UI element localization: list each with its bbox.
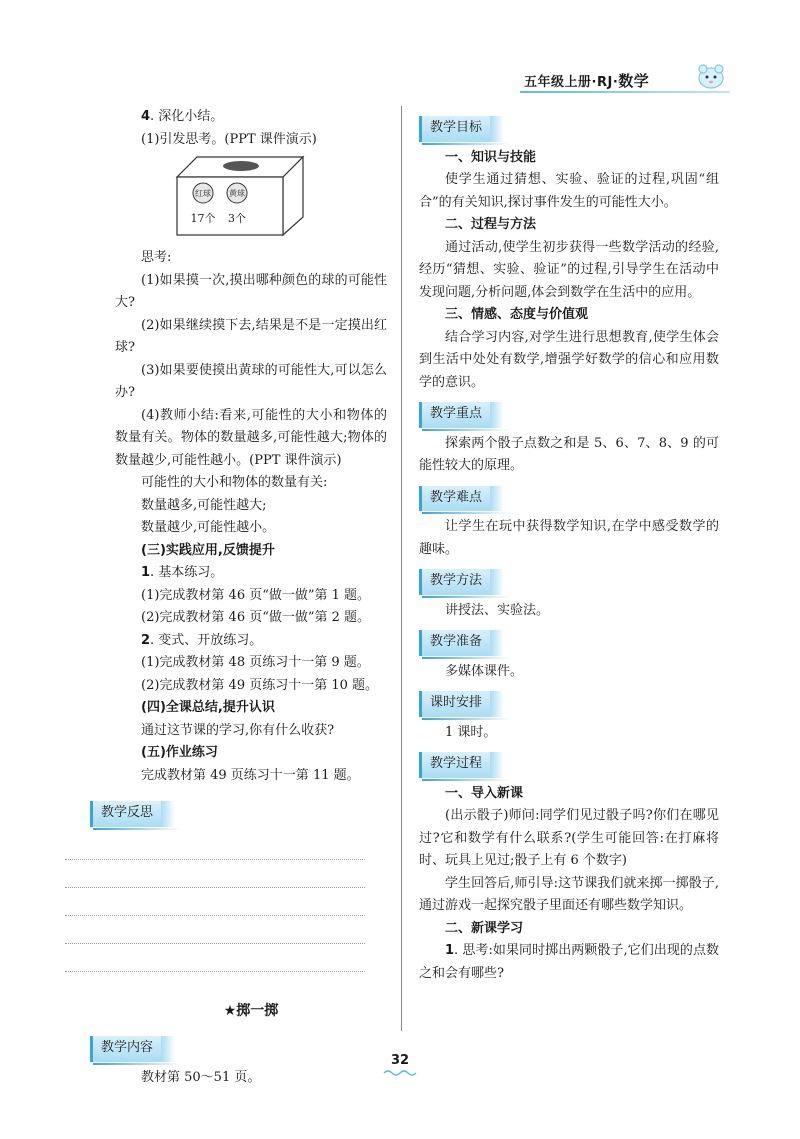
process-2-text: 1. 思考:如果同时掷出两颗骰子,它们出现的点数之和会有哪些? xyxy=(419,943,719,981)
practice-2a: (1)完成教材第 48 页练习十一第 9 题。 xyxy=(141,655,370,670)
column-divider xyxy=(401,106,402,1031)
key-point-text: 探索两个骰子点数之和是 5、6、7、8、9 的可能性较大的原理。 xyxy=(419,435,719,473)
header-sep: · xyxy=(591,75,597,90)
reflection-line[interactable] xyxy=(65,944,365,972)
header-edition: RJ xyxy=(596,75,613,90)
goal-2-text: 通过活动,使学生初步获得一些数学活动的经验,经历“猜想、实验、验证”的过程,引导学生在活动中发现问题,分析问题,体会到数学在生活中的应用。 xyxy=(419,239,719,300)
goal-3-text: 结合学习内容,对学生进行思想教育,使学生体会到生活中处处有数学,增强学好数学的信心和应用数学的意识。 xyxy=(419,329,719,390)
header-rule xyxy=(520,91,730,93)
summary-line-1: 可能性的大小和物体的数量有关: xyxy=(141,475,328,490)
section-heading-5: (五)作业练习 xyxy=(141,745,218,760)
header-subject: 数学 xyxy=(618,72,650,90)
section-heading-3: (三)实践应用,反馈提升 xyxy=(141,542,275,558)
practice-1b: (2)完成教材第 46 页“做一做”第 2 题。 xyxy=(141,610,371,625)
ball-box-figure xyxy=(175,155,305,237)
practice-2: 2. 变式、开放练习。 xyxy=(141,632,263,648)
homework-text: 完成教材第 49 页练习十一第 11 题。 xyxy=(141,767,360,783)
process-1-text-2: 学生回答后,师引导:这节课我们就来掷一掷骰子,通过游戏一起探究骰子里面还有哪些数学知识。 xyxy=(419,875,719,913)
content-tag: 教学内容 xyxy=(90,1036,161,1062)
summary-question: 通过这节课的学习,你有什么收获? xyxy=(141,722,335,738)
think-label: 思考: xyxy=(141,250,172,265)
section-heading-4: (四)全课总结,提升认识 xyxy=(141,700,275,715)
process-2-heading: 二、新课学习 xyxy=(445,920,524,936)
reflection-line[interactable] xyxy=(65,832,365,860)
difficulty-text: 让学生在玩中获得数学知识,在学中感受数学的趣味。 xyxy=(419,519,719,557)
practice-2b: (2)完成教材第 49 页练习十一第 10 题。 xyxy=(141,677,379,693)
running-header xyxy=(524,70,649,91)
yellow-ball-label: 黄球 xyxy=(229,189,245,198)
step-heading: 4. 深化小结。 xyxy=(141,109,224,124)
header-grade: 五年级上册 xyxy=(524,75,592,90)
reflection-tag: 教学反思 xyxy=(90,801,161,827)
yellow-ball-count: 3个 xyxy=(228,212,246,225)
goal-1-heading: 一、知识与技能 xyxy=(445,149,537,165)
red-ball-count: 17个 xyxy=(190,212,216,225)
reflection-line[interactable] xyxy=(65,916,365,944)
practice-1: 1. 基本练习。 xyxy=(141,565,224,580)
goals-tag: 教学目标 xyxy=(419,116,490,142)
schedule-text: 1 课时。 xyxy=(445,724,497,740)
schedule-tag: 课时安排 xyxy=(419,691,490,717)
method-tag: 教学方法 xyxy=(419,569,490,595)
summary-line-3: 数量越少,可能性越小。 xyxy=(141,520,276,535)
reflection-line[interactable] xyxy=(65,860,365,888)
teacher-summary: (4)教师小结:看来,可能性的大小和物体的数量有关。物体的数量越多,可能性越大;物体的数量越少,可能性越小。(PPT 课件演示) xyxy=(115,407,387,468)
question-1: (1)如果摸一次,摸出哪种颜色的球的可能性大? xyxy=(115,272,387,310)
right-column xyxy=(419,112,719,985)
content-text: 教材第 50～51 页。 xyxy=(141,1069,261,1085)
process-1-heading: 一、导入新课 xyxy=(445,785,524,801)
question-2: (2)如果继续摸下去,结果是不是一定摸出红球? xyxy=(115,317,387,355)
page-number: 32 xyxy=(390,1053,410,1068)
reflection-block xyxy=(90,797,387,972)
practice-1a: (1)完成教材第 46 页“做一做”第 1 题。 xyxy=(141,587,371,603)
process-1-text: (出示骰子)师问:同学们见过骰子吗?你们在哪见过?它和数学有什么联系?(学生可能回答:在打麻将时、玩具上见过;骰子上有 6 个数字) xyxy=(419,808,719,868)
method-text: 讲授法、实验法。 xyxy=(445,602,550,618)
process-tag: 教学过程 xyxy=(419,752,490,778)
mascot-icon xyxy=(696,63,726,89)
goal-3-heading: 三、情感、态度与价值观 xyxy=(445,307,589,322)
reflection-line[interactable] xyxy=(65,888,365,916)
question-3: (3)如果要使摸出黄球的可能性大,可以怎么办? xyxy=(115,362,387,400)
left-column xyxy=(101,106,387,1089)
page-number-ornament xyxy=(383,1069,417,1077)
header-sep: · xyxy=(612,75,619,90)
preparation-tag: 教学准备 xyxy=(419,630,490,656)
step-text: (1)引发思考。(PPT 课件演示) xyxy=(141,131,317,147)
key-point-tag: 教学重点 xyxy=(419,402,490,428)
goal-2-heading: 二、过程与方法 xyxy=(445,217,537,232)
preparation-text: 多媒体课件。 xyxy=(445,663,524,679)
difficulty-tag: 教学难点 xyxy=(419,486,490,512)
lesson-title: ★掷一掷 xyxy=(223,1002,279,1019)
goal-1-text: 使学生通过猜想、实验、验证的过程,巩固“组合”的有关知识,探讨事件发生的可能性大小。 xyxy=(419,172,719,210)
red-ball-label: 红球 xyxy=(195,189,211,198)
summary-line-2: 数量越多,可能性越大; xyxy=(141,497,267,513)
